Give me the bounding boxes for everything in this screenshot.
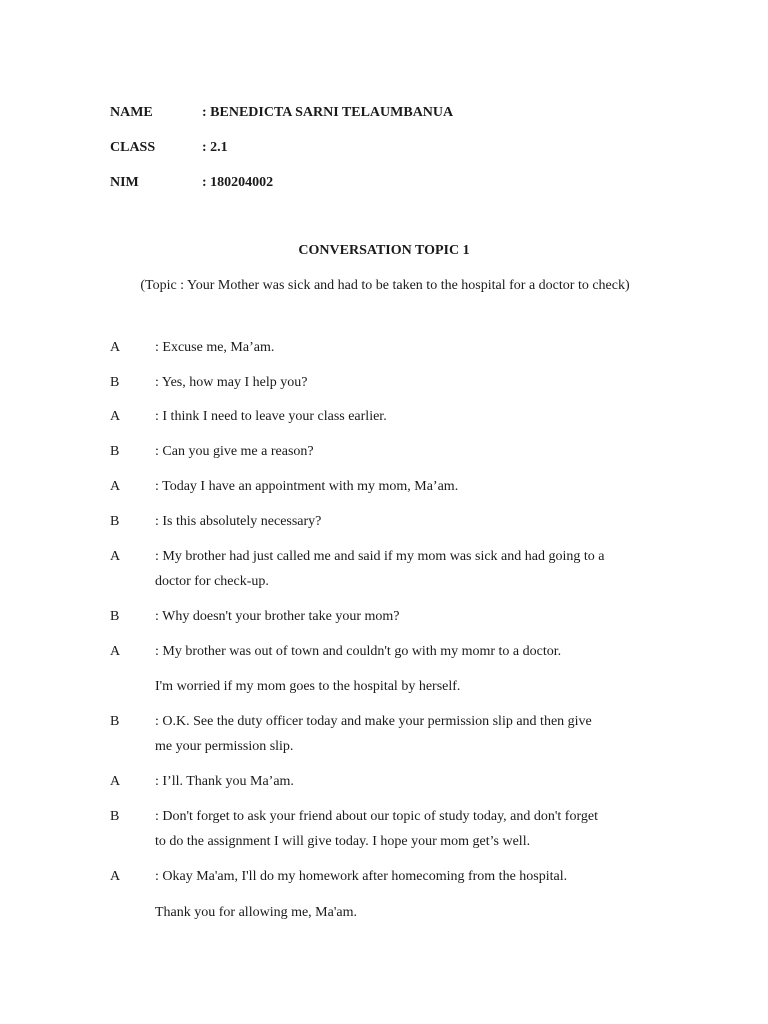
utterance: : Today I have an appointment with my mom, Ma’am. xyxy=(155,479,459,494)
utterance-continuation: to do the assignment I will give today. I hope your mom get’s well. xyxy=(155,834,531,849)
utterance: : Why doesn't your brother take your mom? xyxy=(155,609,400,624)
utterance: : I think I need to leave your class earlier. xyxy=(155,409,387,424)
name-value: : BENEDICTA SARNI TELAUMBANUA xyxy=(202,105,454,120)
nim-label: NIM xyxy=(110,175,139,190)
speaker: A xyxy=(110,409,121,424)
utterance: : O.K. See the duty officer today and make your permission slip and then give xyxy=(155,714,592,729)
speaker: B xyxy=(110,514,120,529)
name-label: NAME xyxy=(110,105,153,120)
utterance: : Okay Ma'am, I'll do my homework after homecoming from the hospital. xyxy=(155,869,568,884)
utterance-continuation: doctor for check-up. xyxy=(155,574,269,589)
utterance-continuation: Thank you for allowing me, Ma'am. xyxy=(155,905,357,920)
speaker: B xyxy=(110,444,120,459)
topic-line: (Topic : Your Mother was sick and had to be taken to the hospital for a doctor to check) xyxy=(140,278,630,293)
speaker: A xyxy=(110,869,121,884)
utterance: : Is this absolutely necessary? xyxy=(155,514,322,529)
utterance: : My brother had just called me and said if my mom was sick and had going to a xyxy=(155,549,605,564)
utterance: : Yes, how may I help you? xyxy=(155,375,308,390)
class-label: CLASS xyxy=(110,140,156,155)
speaker: A xyxy=(110,340,121,355)
speaker: B xyxy=(110,809,120,824)
utterance: : Can you give me a reason? xyxy=(155,444,314,459)
speaker: A xyxy=(110,774,121,789)
speaker: B xyxy=(110,375,120,390)
speaker: B xyxy=(110,714,120,729)
utterance: : Don't forget to ask your friend about our topic of study today, and don't forget xyxy=(155,809,598,824)
utterance: : I’ll. Thank you Ma’am. xyxy=(155,774,294,789)
page-title: CONVERSATION TOPIC 1 xyxy=(298,243,470,258)
utterance-continuation: me your permission slip. xyxy=(155,739,294,754)
nim-value: : 180204002 xyxy=(202,175,274,190)
speaker: B xyxy=(110,609,120,624)
speaker: A xyxy=(110,479,121,494)
utterance-continuation: I'm worried if my mom goes to the hospital by herself. xyxy=(155,679,461,694)
class-value: : 2.1 xyxy=(202,140,228,155)
speaker: A xyxy=(110,644,121,659)
utterance: : My brother was out of town and couldn't go with my momr to a doctor. xyxy=(155,644,562,659)
speaker: A xyxy=(110,549,121,564)
utterance: : Excuse me, Ma’am. xyxy=(155,340,275,355)
